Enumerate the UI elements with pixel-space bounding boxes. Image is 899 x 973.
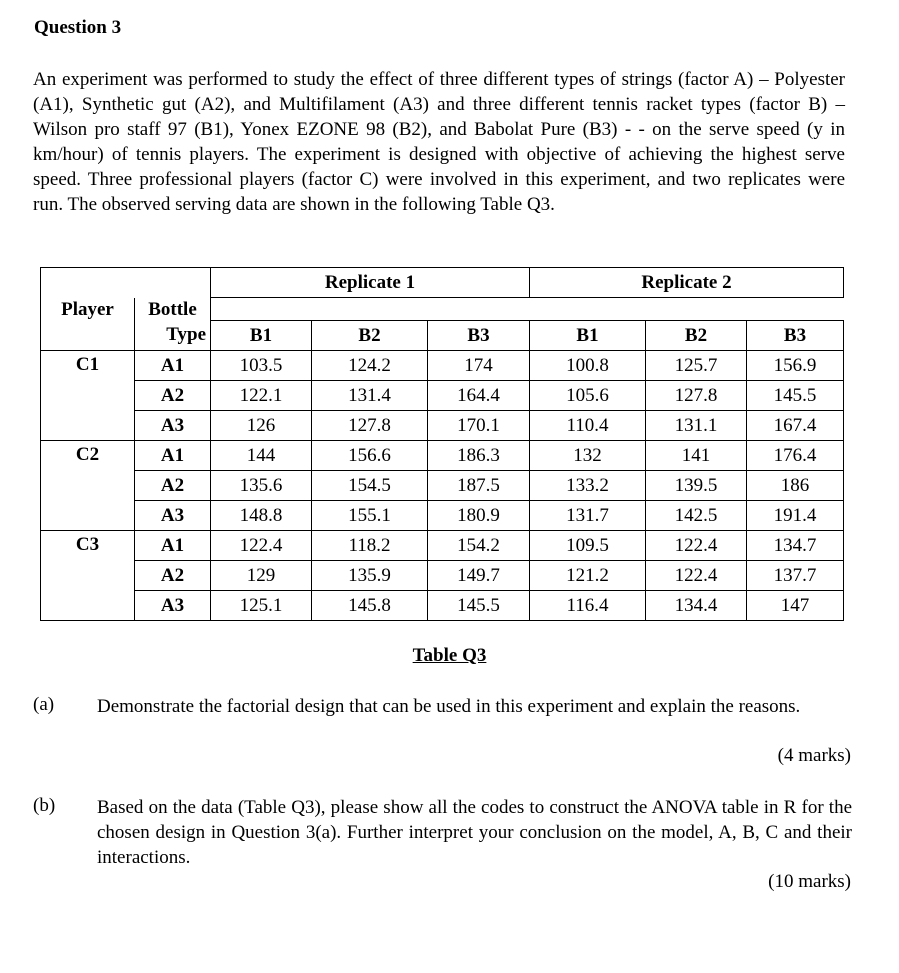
value-cell: 164.4 (428, 381, 530, 411)
value-cell: 139.5 (646, 471, 747, 501)
value-cell: 145.5 (747, 381, 844, 411)
header-row-replicates (41, 268, 844, 298)
column-header-b1-rep2: B1 (530, 321, 646, 351)
table-row (41, 351, 844, 381)
player-cell: C3 (41, 531, 135, 621)
value-cell: 122.4 (646, 561, 747, 591)
value-cell: 134.7 (747, 531, 844, 561)
part-b-marks: (10 marks) (768, 871, 851, 892)
value-cell: 100.8 (530, 351, 646, 381)
player-header: Player (41, 298, 135, 351)
table-row (41, 381, 844, 411)
value-cell: 156.9 (747, 351, 844, 381)
bottle-header-line1: Bottle (135, 298, 211, 321)
value-cell: 133.2 (530, 471, 646, 501)
value-cell: 118.2 (312, 531, 428, 561)
part-a-text: Demonstrate the factorial design that can be used in this experiment and explain the reasons. (97, 696, 801, 717)
value-cell: 167.4 (747, 411, 844, 441)
value-cell: 127.8 (646, 381, 747, 411)
string-type-cell: A2 (135, 381, 211, 411)
part-b-label: (b) (33, 795, 56, 816)
value-cell: 110.4 (530, 411, 646, 441)
replicate-1-header: Replicate 1 (211, 268, 530, 298)
header-row-columns (41, 321, 844, 351)
column-header-b1-rep1: B1 (211, 321, 312, 351)
string-type-cell: A3 (135, 591, 211, 621)
value-cell: 131.1 (646, 411, 747, 441)
value-cell: 176.4 (747, 441, 844, 471)
value-cell: 135.9 (312, 561, 428, 591)
value-cell: 154.5 (312, 471, 428, 501)
value-cell: 121.2 (530, 561, 646, 591)
table-row (41, 531, 844, 561)
value-cell: 147 (747, 591, 844, 621)
part-b-text: Based on the data (Table Q3), please show all the codes to construct the ANOVA table in R for the chosen design in Question 3(a). Further interpret your conclusion on the model, A, B, C and their interactions. (97, 797, 852, 868)
string-type-cell: A3 (135, 501, 211, 531)
string-type-cell: A2 (135, 561, 211, 591)
string-type-cell: A3 (135, 411, 211, 441)
player-cell: C2 (41, 441, 135, 531)
value-cell: 105.6 (530, 381, 646, 411)
value-cell: 134.4 (646, 591, 747, 621)
value-cell: 191.4 (747, 501, 844, 531)
value-cell: 170.1 (428, 411, 530, 441)
value-cell: 144 (211, 441, 312, 471)
header-row-bottle (41, 298, 844, 321)
value-cell: 135.6 (211, 471, 312, 501)
data-table (40, 267, 844, 621)
value-cell: 132 (530, 441, 646, 471)
value-cell: 103.5 (211, 351, 312, 381)
value-cell: 126 (211, 411, 312, 441)
header-blank (41, 268, 211, 298)
string-type-cell: A2 (135, 471, 211, 501)
table-row (41, 501, 844, 531)
column-header-b2-rep1: B2 (312, 321, 428, 351)
value-cell: 127.8 (312, 411, 428, 441)
bottle-header-line2: Type (135, 321, 211, 351)
part-a-marks: (4 marks) (777, 745, 851, 766)
value-cell: 186.3 (428, 441, 530, 471)
value-cell: 148.8 (211, 501, 312, 531)
value-cell: 124.2 (312, 351, 428, 381)
column-header-b3-rep1: B3 (428, 321, 530, 351)
table-caption: Table Q3 (412, 645, 487, 666)
string-type-cell: A1 (135, 351, 211, 381)
header-spacer (211, 298, 844, 321)
column-header-b2-rep2: B2 (646, 321, 747, 351)
column-header-b3-rep2: B3 (747, 321, 844, 351)
value-cell: 122.1 (211, 381, 312, 411)
string-type-cell: A1 (135, 441, 211, 471)
value-cell: 116.4 (530, 591, 646, 621)
value-cell: 122.4 (646, 531, 747, 561)
value-cell: 125.1 (211, 591, 312, 621)
value-cell: 141 (646, 441, 747, 471)
value-cell: 125.7 (646, 351, 747, 381)
table-row (41, 561, 844, 591)
value-cell: 129 (211, 561, 312, 591)
value-cell: 109.5 (530, 531, 646, 561)
value-cell: 149.7 (428, 561, 530, 591)
question-heading: Question 3 (34, 17, 122, 38)
string-type-cell: A1 (135, 531, 211, 561)
value-cell: 174 (428, 351, 530, 381)
value-cell: 131.4 (312, 381, 428, 411)
table-row (41, 441, 844, 471)
value-cell: 180.9 (428, 501, 530, 531)
value-cell: 137.7 (747, 561, 844, 591)
player-cell: C1 (41, 351, 135, 441)
replicate-2-header: Replicate 2 (530, 268, 844, 298)
value-cell: 145.5 (428, 591, 530, 621)
value-cell: 131.7 (530, 501, 646, 531)
value-cell: 154.2 (428, 531, 530, 561)
question-intro: An experiment was performed to study the effect of three different types of strings (factor A) – Polyester (A1), Synthetic gut (A2), and Multifilament (A3) and three different tennis racket types (factor B) – Wilson pro staff 97 (B1), Yonex EZONE 98 (B2), and Babolat Pure (B3) - - on the serve speed (y in km/hour) of tennis players. The experiment is designed with objective of achieving the highest serve speed. Three professional players (factor C) were involved in this experiment, and two replicates were run. The observed serving data are shown in the following Table Q3. (33, 69, 845, 215)
part-a-label: (a) (33, 694, 55, 715)
value-cell: 145.8 (312, 591, 428, 621)
value-cell: 187.5 (428, 471, 530, 501)
value-cell: 156.6 (312, 441, 428, 471)
value-cell: 142.5 (646, 501, 747, 531)
value-cell: 186 (747, 471, 844, 501)
value-cell: 155.1 (312, 501, 428, 531)
table-row (41, 471, 844, 501)
table-row (41, 591, 844, 621)
value-cell: 122.4 (211, 531, 312, 561)
table-row (41, 411, 844, 441)
